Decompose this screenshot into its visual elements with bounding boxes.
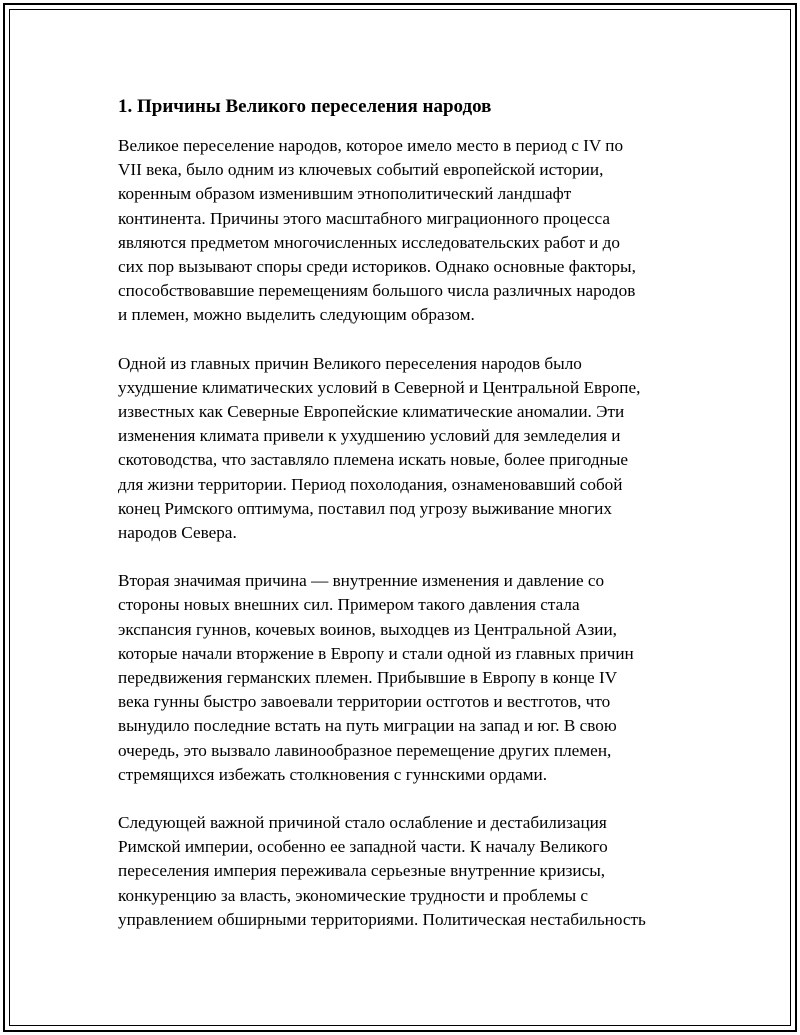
text-line: народов Севера. <box>118 523 237 543</box>
text-line: способствовавшие перемещениям большого числа различных народов <box>118 281 636 301</box>
text-line: изменения климата привели к ухудшению условий для земледелия и <box>118 426 621 446</box>
document-body <box>118 93 690 956</box>
text-line: континента. Причины этого масштабного миграционного процесса <box>118 208 611 228</box>
text-line: известных как Северные Европейские климатические аномалии. Эти <box>118 402 625 422</box>
text-line: скотоводства, что заставляло племена искать новые, более пригодные <box>118 450 629 470</box>
text-line: Следующей важной причиной стало ослабление и дестабилизация <box>118 813 607 833</box>
text-line: сих пор вызывают споры среди историков. Однако основные факторы, <box>118 257 636 277</box>
text-line: вынудило последние встать на путь миграции на запад и юг. В свою <box>118 716 617 736</box>
paragraph-4 <box>118 811 690 932</box>
text-line: коренным образом изменившим этнополитический ландшафт <box>118 184 572 204</box>
text-line: которые начали вторжение в Европу и стали одной из главных причин <box>118 643 634 663</box>
text-line: стремящихся избежать столкновения с гуннскими ордами. <box>118 764 548 784</box>
text-line: являются предметом многочисленных исследовательских работ и до <box>118 232 621 252</box>
text-line: переселения империя переживала серьезные внутренние кризисы, <box>118 861 606 881</box>
text-line: очередь, это вызвало лавинообразное перемещение других племен, <box>118 740 612 760</box>
text-line: экспансия гуннов, кочевых воинов, выходцев из Центральной Азии, <box>118 619 617 639</box>
text-line: VII века, было одним из ключевых событий европейской истории, <box>118 160 604 180</box>
text-line: Вторая значимая причина — внутренние изменения и давление со <box>118 571 605 591</box>
text-line: конец Римского оптимума, поставил под угрозу выживание многих <box>118 498 612 518</box>
text-line: для жизни территории. Период похолодания, ознаменовавший собой <box>118 474 623 494</box>
text-line: передвижения германских племен. Прибывшие в Европу в конце IV <box>118 668 618 688</box>
section-heading: 1. Причины Великого переселения народов <box>118 96 492 117</box>
text-line: века гунны быстро завоевали территории остготов и вестготов, что <box>118 692 611 712</box>
paragraph-2 <box>118 352 690 546</box>
paragraph-1 <box>118 134 690 328</box>
paragraph-3 <box>118 569 690 787</box>
text-line: управлением обширными территориями. Политическая нестабильность <box>118 909 646 929</box>
text-line: и племен, можно выделить следующим образом. <box>118 305 475 325</box>
text-line: Одной из главных причин Великого переселения народов было <box>118 353 582 373</box>
text-line: Римской империи, особенно ее западной части. К началу Великого <box>118 837 608 857</box>
text-line: ухудшение климатических условий в Северной и Центральной Европе, <box>118 377 641 397</box>
text-line: стороны новых внешних сил. Примером такого давления стала <box>118 595 580 615</box>
text-line: конкуренцию за власть, экономические трудности и проблемы с <box>118 885 589 905</box>
text-line: Великое переселение народов, которое имело место в период с IV по <box>118 136 624 155</box>
